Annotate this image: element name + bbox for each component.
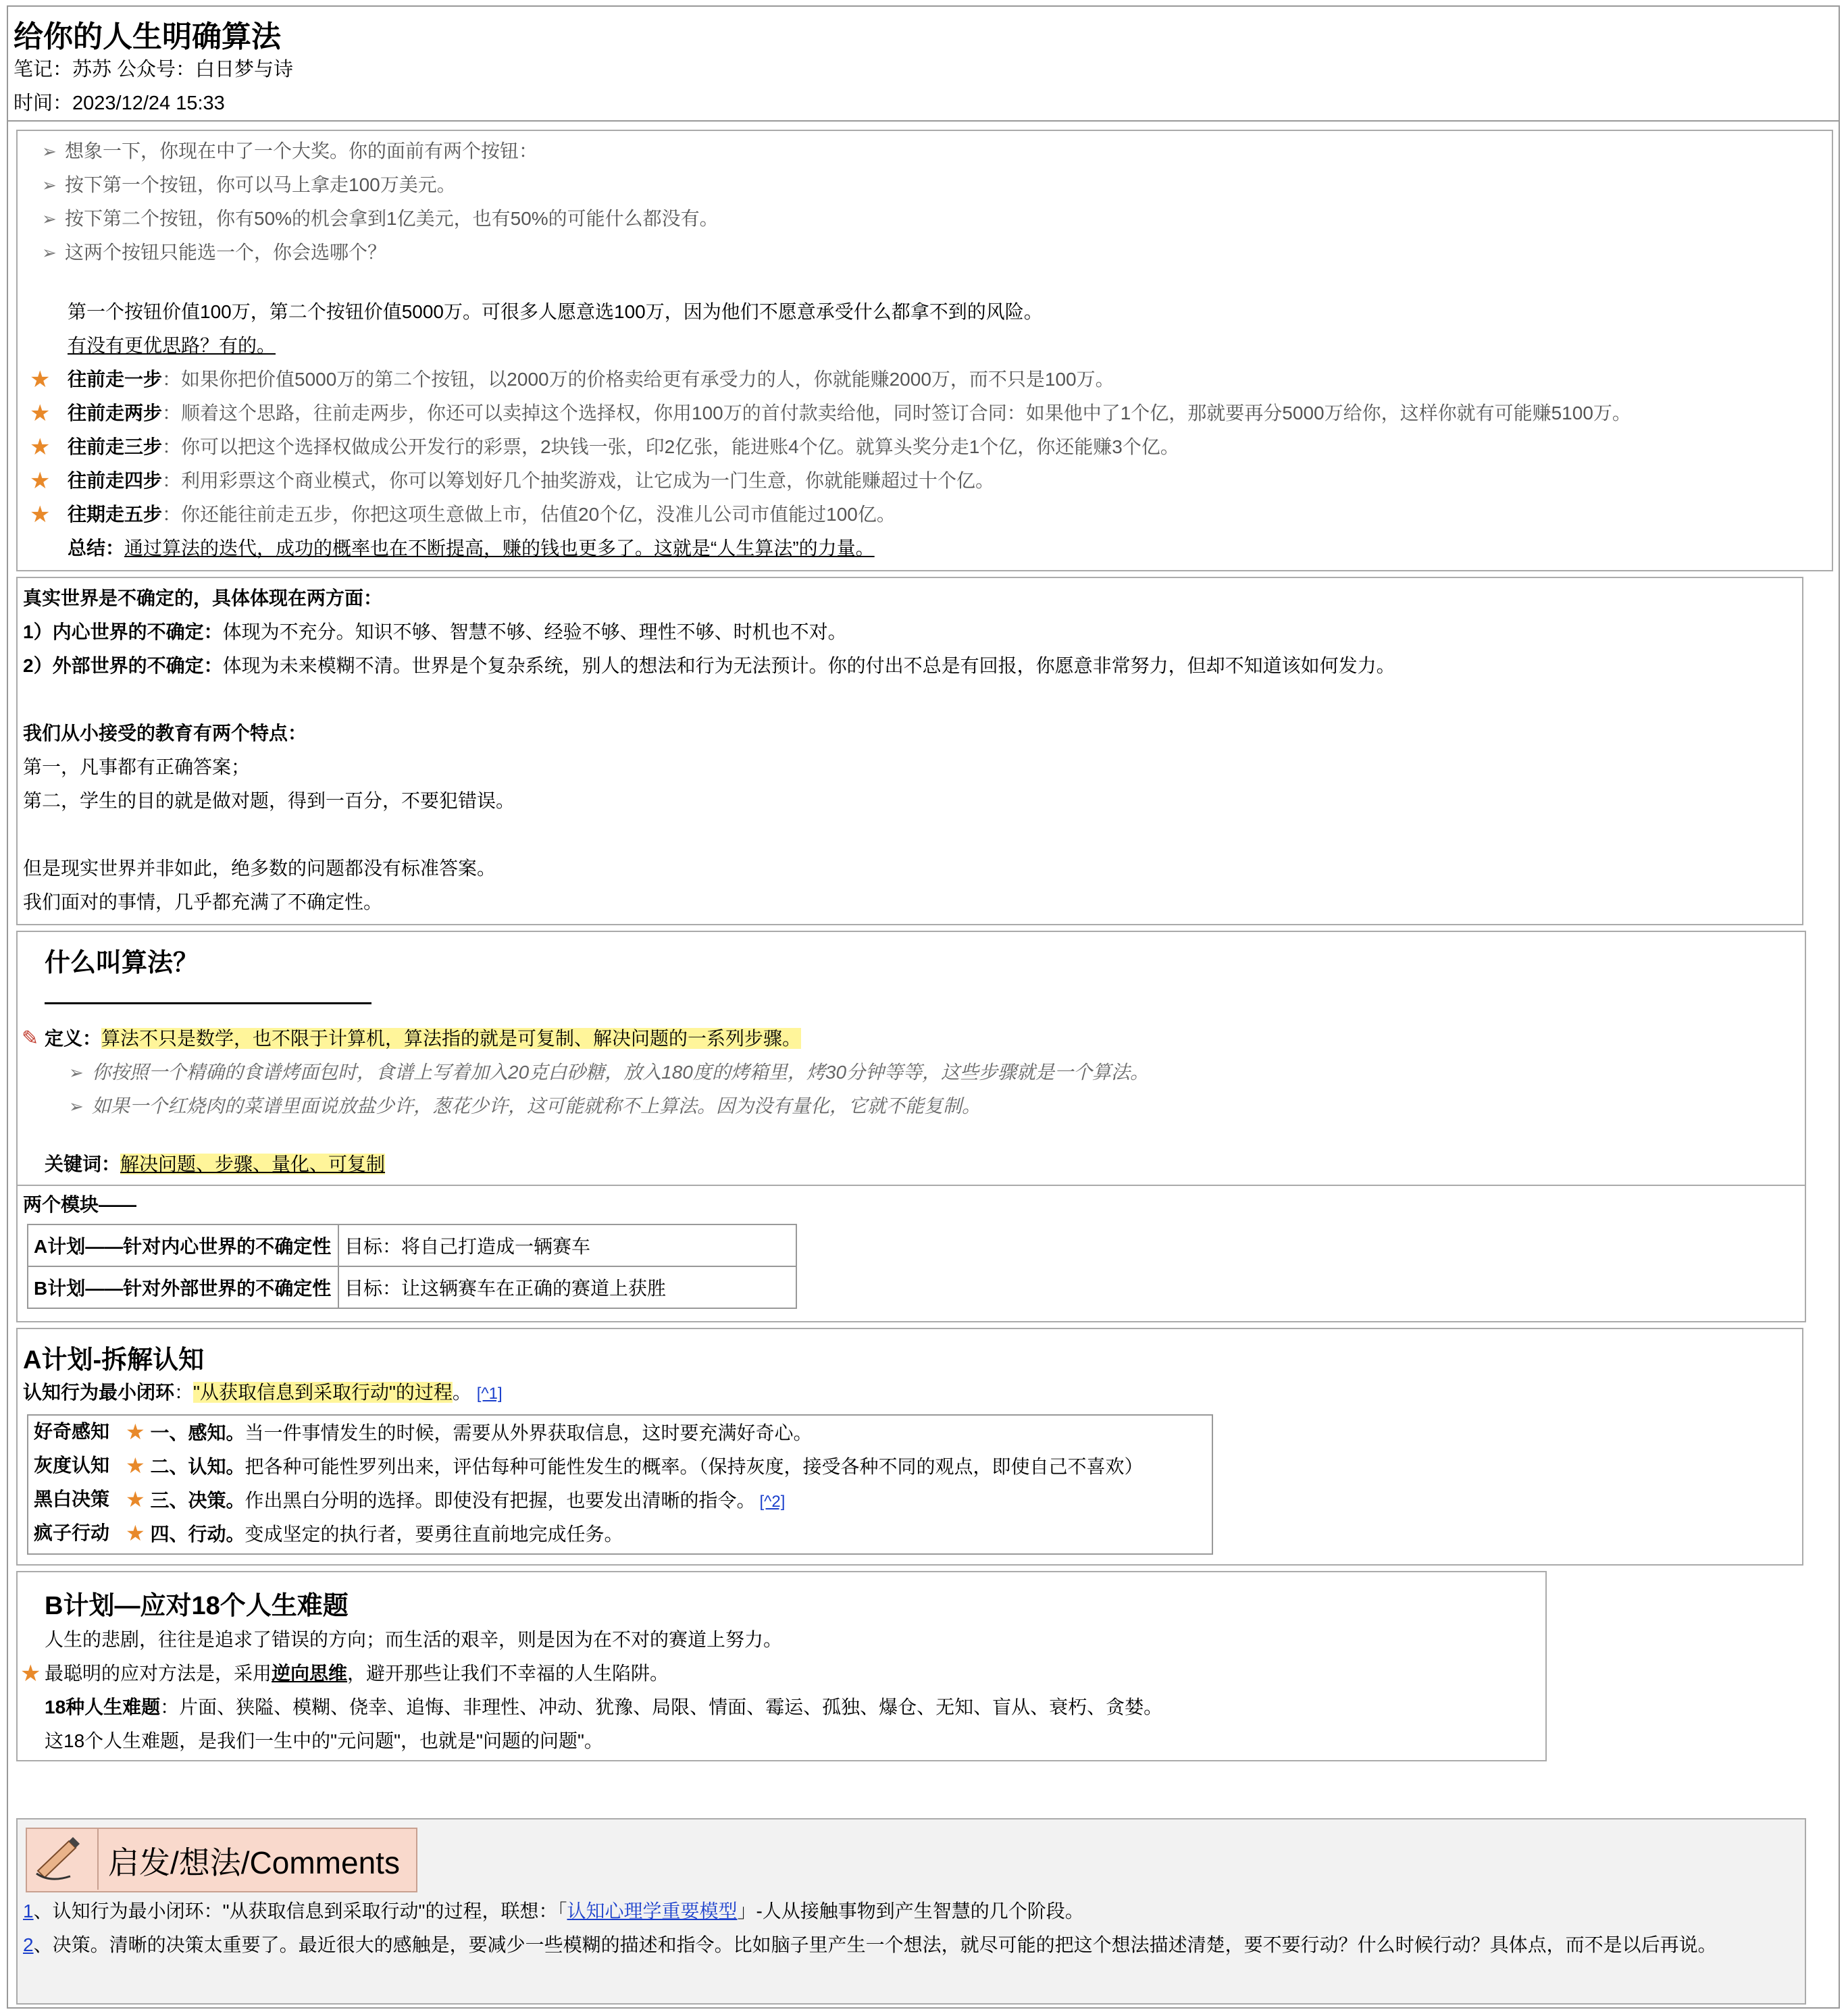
uncertain-item — [23, 654, 1395, 678]
step-text: ：你可以把这个选择权做成公开发行的彩票，2块钱一张，印2亿张，能进账4个亿。就算头奖分走1个亿，你还能赚3个亿。 — [162, 436, 1179, 457]
plan-b-line — [45, 1661, 669, 1686]
star-icon: ★ — [30, 434, 51, 460]
intro-paragraph: 第一个按钮价值100万，第二个按钮价值5000万。可很多人愿意选100万，因为他们不愿意承受什么都拿不到的风险。 — [68, 301, 1043, 322]
keywords-line — [45, 1152, 385, 1177]
example-item — [69, 1094, 981, 1118]
bullet-text: 想象一下，你现在中了一个大奖。你的面前有两个按钮： — [65, 140, 538, 161]
definition-text: 算法不只是数学，也不限于计算机，算法指的就是可复制、解决问题的一系列步骤。 — [101, 1028, 802, 1049]
keywords-text: 解决问题、步骤、量化、可复制 — [120, 1154, 386, 1174]
footnote-link[interactable]: [^1] — [476, 1385, 503, 1403]
algorithm-section — [16, 931, 1806, 1322]
arrow-bullet-icon: ➢ — [42, 141, 57, 161]
list-item — [42, 139, 538, 163]
comment-item — [23, 1933, 1717, 1957]
plan-a-section — [16, 1328, 1803, 1566]
education-heading: 我们从小接受的教育有两个特点： — [23, 723, 307, 744]
item-label: 2）外部世界的不确定： — [23, 655, 223, 676]
row-head: 三、决策。 — [150, 1490, 245, 1511]
step-item — [68, 469, 994, 493]
bullet-text: 这两个按钮只能选一个，你会选哪个？ — [65, 242, 387, 263]
list-item — [42, 173, 456, 197]
row-tag: 黑白决策 — [34, 1489, 110, 1509]
definition-line — [45, 1027, 801, 1051]
section-title: B计划—应对18个人生难题 — [45, 1592, 349, 1620]
star-icon: ★ — [126, 1521, 145, 1545]
author-line: 笔记：苏苏 公众号：白日梦与诗 — [14, 59, 294, 80]
plan-b-line — [45, 1695, 1162, 1720]
list-item — [42, 240, 386, 265]
intro-question: 有没有更优思路？有的。 — [68, 335, 276, 356]
footnote-link[interactable]: [^2] — [759, 1493, 786, 1511]
row-tag: 好奇感知 — [34, 1421, 110, 1442]
item-text: 体现为不充分。知识不够、智慧不够、经验不够、理性不够、时机也不对。 — [222, 621, 847, 642]
step-item — [68, 502, 896, 527]
item-label: 1）内心世界的不确定： — [23, 621, 223, 642]
row-tag: 疯子行动 — [34, 1522, 110, 1543]
plan-b-line: 这18个人生难题，是我们一生中的"元问题"，也就是"问题的问题"。 — [45, 1730, 603, 1751]
problems-label: 18种人生难题 — [45, 1697, 161, 1718]
summary-label: 总结： — [68, 538, 125, 559]
goal-cell: 目标：将自己打造成一辆赛车 — [338, 1224, 796, 1266]
cognition-table — [27, 1414, 1213, 1555]
step-label: 往前走两步 — [68, 403, 163, 423]
section-title: A计划-拆解认知 — [23, 1346, 205, 1374]
star-icon: ★ — [30, 401, 51, 426]
star-icon: ★ — [30, 468, 51, 494]
pencil-icon: ✎ — [22, 1027, 39, 1050]
summary-line — [68, 536, 875, 561]
example-text: 如果一个红烧肉的菜谱里面说放盐少许，葱花少许，这可能就称不上算法。因为没有量化，它就不能复制。 — [92, 1095, 981, 1116]
row-text: 当一件事情发生的时候，需要从外界获取信息，这时要充满好奇心。 — [245, 1422, 813, 1443]
summary-text: 通过算法的迭代，成功的概率也在不断提高，赚的钱也更多了。这就是“人生算法”的力量。 — [124, 538, 875, 559]
star-icon: ★ — [126, 1487, 145, 1512]
star-icon: ★ — [126, 1420, 145, 1444]
uncertainty-section — [16, 577, 1803, 925]
plan-b-section — [16, 1571, 1547, 1761]
divider — [18, 1185, 1805, 1186]
step-label: 往前走三步 — [68, 436, 163, 457]
loop-text: "从获取信息到采取行动"的过程 — [193, 1382, 453, 1403]
title-underline — [45, 1002, 371, 1004]
loop-colon: ： — [174, 1382, 194, 1403]
step-item — [68, 435, 1179, 459]
step-label: 往前走四步 — [68, 470, 163, 491]
model-link[interactable]: 认知心理学重要模型 — [567, 1901, 738, 1921]
table-row — [126, 1521, 623, 1547]
row-head: 一、感知。 — [150, 1422, 245, 1443]
loop-end: 。 — [452, 1382, 471, 1403]
comments-title: 启发/想法/Comments — [108, 1845, 400, 1880]
comment-number[interactable]: 2 — [23, 1934, 34, 1955]
uncertain-item — [23, 620, 847, 644]
step-label: 往期走五步 — [68, 504, 163, 525]
arrow-bullet-icon: ➢ — [42, 242, 57, 263]
row-head: 四、行动。 — [150, 1524, 245, 1545]
star-icon: ★ — [30, 502, 51, 527]
definition-label: 定义： — [45, 1028, 102, 1049]
section-heading: 真实世界是不确定的，具体体现在两方面： — [23, 588, 383, 609]
reality-line: 但是现实世界并非如此，绝多数的问题都没有标准答案。 — [23, 858, 496, 879]
comment-text: 、决策。清晰的决策太重要了。最近很大的感触是，要减少一些模糊的描述和指令。比如脑子里产生一个想法，就尽可能的把这个想法描述清楚，要不要行动？什么时候行动？具体点，而不是以后再说。 — [33, 1934, 1717, 1955]
modules-table — [27, 1224, 797, 1309]
table-row — [126, 1420, 813, 1445]
loop-label: 认知行为最小闭环 — [23, 1382, 175, 1403]
reverse-thinking: 逆向思维 — [272, 1663, 348, 1684]
plan-cell: A计划——针对内心世界的不确定性 — [28, 1224, 338, 1266]
plan-b-line: 人生的悲剧，往往是追求了错误的方向；而生活的艰辛，则是因为在不对的赛道上努力。 — [45, 1629, 783, 1650]
table-row — [126, 1453, 1144, 1479]
plan-cell: B计划——针对外部世界的不确定性 — [28, 1266, 338, 1308]
star-icon: ★ — [20, 1661, 41, 1686]
arrow-bullet-icon: ➢ — [42, 209, 57, 229]
arrow-bullet-icon: ➢ — [42, 175, 57, 195]
row-text: 作出黑白分明的选择。即使没有把握，也要发出清晰的指令。 — [245, 1490, 756, 1511]
loop-line — [23, 1380, 503, 1406]
bullet-text: 按下第一个按钮，你可以马上拿走100万美元。 — [65, 174, 456, 195]
example-text: 你按照一个精确的食谱烤面包时，食谱上写着加入20克白砂糖，放入180度的烤箱里，烤30分钟等等，这些步骤就是一个算法。 — [92, 1062, 1150, 1083]
item-text: 体现为未来模糊不清。世界是个复杂系统，别人的想法和行为无法预计。你的付出不总是有回报，你愿意非常努力，但却不知道该如何发力。 — [222, 655, 1395, 676]
list-item — [42, 207, 719, 231]
comment-text: 」-人从接触事物到产生智慧的几个阶段。 — [737, 1901, 1084, 1921]
row-tag: 灰度认知 — [34, 1455, 110, 1476]
time-line: 时间：2023/12/24 15:33 — [14, 93, 225, 114]
section-title: 什么叫算法？ — [45, 949, 199, 977]
step-text: ：顺着这个思路，往前走两步，你还可以卖掉这个选择权，你用100万的首付款卖给他，同时签订合同：如果他中了1个亿，那就要再分5000万给你，这样你就有可能赚5100万。 — [162, 403, 1631, 423]
writing-hand-icon — [30, 1829, 99, 1890]
example-item — [69, 1060, 1149, 1085]
table-row — [126, 1487, 785, 1514]
step-text: ：如果你把价值5000万的第二个按钮，以2000万的价格卖给更有承受力的人，你就能赚2000万，而不只是100万。 — [162, 369, 1114, 390]
comment-text: 、认知行为最小闭环："从获取信息到采取行动"的过程，联想：「 — [33, 1901, 567, 1921]
education-item: 第二，学生的目的就是做对题，得到一百分，不要犯错误。 — [23, 790, 515, 811]
star-icon: ★ — [30, 367, 51, 392]
goal-cell: 目标：让这辆赛车在正确的赛道上获胜 — [338, 1266, 796, 1308]
intro-section — [16, 130, 1833, 571]
step-text: ：利用彩票这个商业模式，你可以筹划好几个抽奖游戏，让它成为一门生意，你就能赚超过十个亿。 — [162, 470, 995, 491]
bullet-text: 按下第二个按钮，你有50%的机会拿到1亿美元，也有50%的可能什么都没有。 — [65, 208, 719, 229]
keywords-label: 关键词： — [45, 1154, 121, 1174]
education-item: 第一，凡事都有正确答案； — [23, 756, 251, 777]
problems-text: ：片面、狭隘、模糊、侥幸、追悔、非理性、冲动、犹豫、局限、情面、霉运、孤独、爆仓、无知、盲从、衰朽、贪婪。 — [160, 1697, 1163, 1718]
step-item — [68, 401, 1631, 425]
step-label: 往前走一步 — [68, 369, 163, 390]
comment-item — [23, 1899, 1084, 1923]
row-text: 变成坚定的执行者，要勇往直前地完成任务。 — [245, 1524, 623, 1545]
step-item — [68, 367, 1114, 392]
arrow-bullet-icon: ➢ — [69, 1096, 84, 1116]
row-head: 二、认知。 — [150, 1456, 245, 1477]
table-row — [28, 1266, 796, 1308]
modules-heading: 两个模块—— — [23, 1194, 137, 1215]
comment-number[interactable]: 1 — [23, 1901, 34, 1921]
step-text: ：你还能往前走五步，你把这项生意做上市，估值20个亿，没准儿公司市值能过100亿。 — [162, 504, 896, 525]
line2-a: 最聪明的应对方法是，采用 — [45, 1663, 272, 1684]
row-text: 把各种可能性罗列出来，评估每种可能性发生的概率。（保持灰度，接受各种不同的观点，即使自己不喜欢） — [245, 1456, 1144, 1477]
reality-line: 我们面对的事情，几乎都充满了不确定性。 — [23, 892, 383, 912]
page-title: 给你的人生明确算法 — [14, 20, 281, 53]
line2-c: ，避开那些让我们不幸福的人生陷阱。 — [347, 1663, 669, 1684]
table-row — [28, 1224, 796, 1266]
arrow-bullet-icon: ➢ — [69, 1062, 84, 1083]
star-icon: ★ — [126, 1453, 145, 1478]
